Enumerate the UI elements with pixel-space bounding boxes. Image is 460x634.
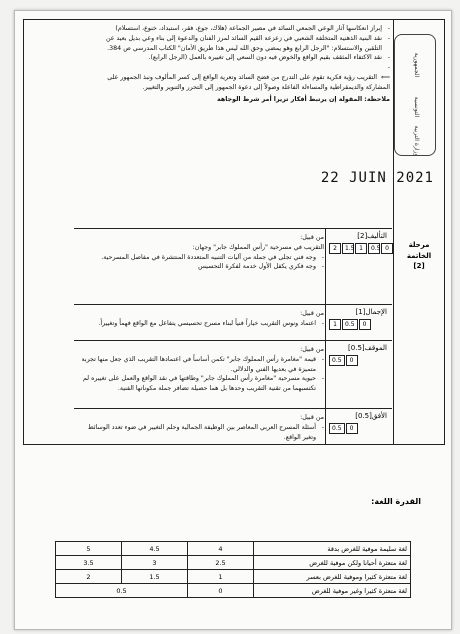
- phase-label: مرحلة الخاتمة [2]: [406, 241, 432, 270]
- score-box[interactable]: 1.5: [342, 243, 354, 254]
- intro-block: [102, 24, 390, 106]
- score-boxes: [326, 421, 390, 436]
- criterion-cell: الأفق[0.5] 0 0.5: [325, 409, 390, 445]
- svg-text:وزارة التربية: وزارة التربية: [413, 125, 420, 155]
- section-text: من قبيل: - أسئلة المسرح العربي المعاصر بين الوظيفة الجمالية وحلم التغيير في ضوء تعدد الوسائط وتغير الواقع.: [78, 413, 324, 442]
- section-position: [74, 340, 392, 409]
- section-composition: [74, 228, 392, 305]
- score-boxes: [326, 353, 390, 368]
- score-box[interactable]: 1: [355, 243, 367, 254]
- section-text: من قبيل: - اعتماد ونوس التقريب خياراً فنياً لبناء مسرح تحسيسي يتفاعل مع الواقع فهماً وتغييراً.: [78, 309, 324, 329]
- score-box[interactable]: 1: [329, 319, 341, 330]
- score-box[interactable]: 0.5: [329, 355, 345, 366]
- table-title: القدرة اللغة:: [371, 497, 421, 506]
- score-box[interactable]: 0.5: [368, 243, 380, 254]
- intro-line: - إبراز انعكاسها آثار الوعي الجمعي السائد في مصير الجماعة (هلاك، جوع، فقر، استبداد، خنوع، استسلام): [102, 24, 390, 34]
- score-box[interactable]: 0: [346, 355, 358, 366]
- phase-column: [393, 20, 444, 444]
- intro-empty-bullet: [102, 63, 390, 71]
- official-stamp: [394, 34, 436, 156]
- intro-note: ملاحظة: المقولة إن يرتبط أفكار تريرا أمر شرط الوجاهة: [217, 95, 390, 103]
- svg-text:الجمهورية: الجمهورية: [413, 52, 420, 78]
- table-row: لغة متعثرة كثيرا وموفية للغرض بعسر 1 1.5 2: [56, 570, 411, 584]
- score-box[interactable]: 0.5: [342, 319, 358, 330]
- language-rubric-table: [55, 541, 411, 598]
- section-summary: [74, 304, 392, 341]
- section-horizon: [74, 408, 392, 445]
- svg-text:التونسية: التونسية: [413, 96, 420, 118]
- intro-line: - نقد الاكتفاء المثقف بقيم الواقع والخوض فيه دون السعي إلى تغييره بالعمل (الرجل الرابع).: [102, 53, 390, 63]
- score-box[interactable]: 0: [359, 319, 371, 330]
- section-text: من قبيل: - قيمة "مغامرة رأس المملوك جابر" تكمن أساساً في اعتمادها التقريب الذي جعل منها تجربة متميزة في بعديها الفني والدلالي. - حيوية مسرحية "مغامرة رأس المملوك جابر" وطاقتها في نقد الواقع والعمل على تغييره لم تكتسبهما من تقنية التقريب وحدها بل هما حصيلة تضافر جملة مكوناتها الفنية.: [78, 345, 324, 394]
- score-box[interactable]: 0.5: [329, 423, 345, 434]
- date-stamp: 22 JUIN 2021: [320, 170, 434, 186]
- criterion-cell: الإجمال[1] 0 0.5 1: [325, 305, 390, 341]
- document-page: [14, 10, 452, 630]
- section-text: من قبيل: التقريب في مسرحية "رأس المملوك جابر" وجهان: - وجه فني تجلى في جملة من آليات التنبيه المتعددة المنتشرة في مفاصل المسرحية. - وجه فكري يكفل الأول خدمة لفكرة التحسيس: [78, 233, 324, 272]
- criterion-cell: التأليف[2] 0 0.5 1 1.5 2: [325, 229, 390, 305]
- criterion-cell: الموقف[0.5] 0 0.5: [325, 341, 390, 409]
- intro-line: - نقد البنية الذهنية المتخلفة الشعبي في زعزعة القيم السائد لمرز الفنان والدعوة إلى بناء وعي بديل بعيد عن التلقين والاستسلام: "الرجل الرابع وهو يمضي وحق الله ليس هذا طريق الأمان" الكتاب المدرسي ص 384.: [102, 34, 390, 54]
- table-row: لغة متعثرة أحيانا ولكن موفية للغرض 2.5 3 3.5: [56, 556, 411, 570]
- score-box[interactable]: 2: [329, 243, 341, 254]
- correction-grid: [23, 19, 445, 445]
- score-boxes: [326, 241, 390, 256]
- table-row: لغة متعثرة كثيرا وغير موفية للغرض 0 0.5: [56, 584, 411, 598]
- stamp-seal-icon: [395, 35, 435, 155]
- table-row: لغة سليمة موفية للغرض بدقة 4 4.5 5: [56, 542, 411, 556]
- arrow-left-icon: ⟸: [380, 74, 390, 81]
- score-box[interactable]: 0: [381, 243, 393, 254]
- intro-main: ⟸التقريب رؤية فكرية تقوم على التدرج من فضح السائد وتعرية الواقع إلى كسر المألوف ونبذ الجمهور على المشاركة والديمقراطية والمساءلة الفاعلة وصولاً إلى دعوة الجمهور إلى التحرر والتنوير والتغيير.: [107, 74, 390, 91]
- score-boxes: [326, 317, 390, 332]
- score-box[interactable]: 0: [346, 423, 358, 434]
